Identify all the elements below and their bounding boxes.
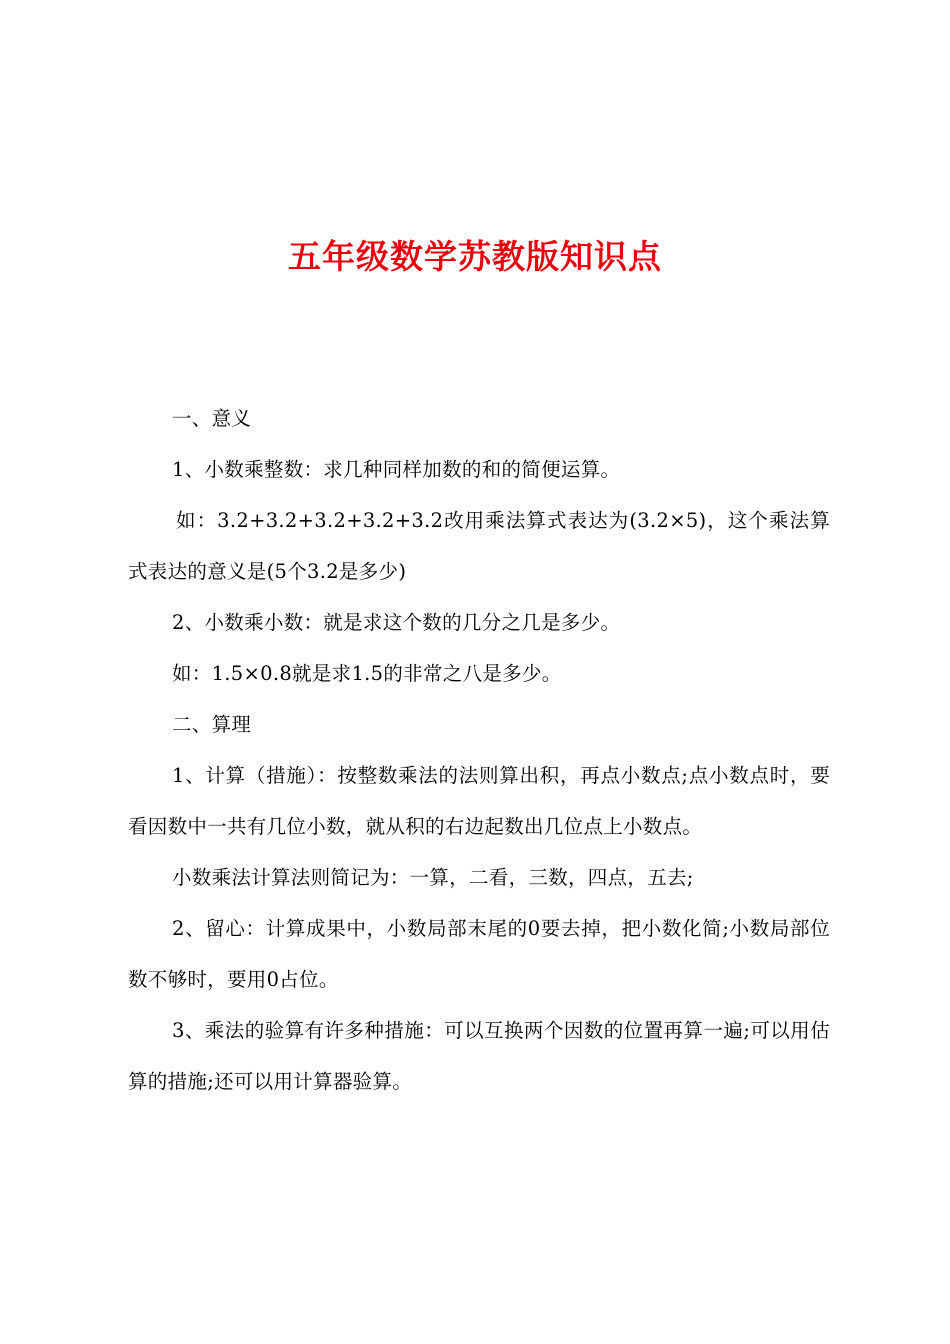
paragraph-example-1: 如：3.2+3.2+3.2+3.2+3.2改用乘法算式表达为(3.2×5)，这个乘法算式表达的意义是(5个3.2是多少) (128, 509, 830, 583)
section-heading-principle: 二、算理 (172, 713, 252, 736)
paragraph-example-2: 如：1.5×0.8就是求1.5的非常之八是多少。 (172, 662, 562, 685)
document-body (128, 393, 830, 1107)
paragraph-rule-summary: 小数乘法计算法则简记为：一算，二看，三数，四点，五去; (172, 866, 694, 889)
paragraph-decimal-times-integer: 1、小数乘整数：求几种同样加数的和的简便运算。 (172, 458, 621, 481)
document-title: 五年级数学苏教版知识点 (288, 237, 662, 277)
section-heading-meaning: 一、意义 (172, 407, 252, 430)
paragraph-verification: 3、乘法的验算有许多种措施：可以互换两个因数的位置再算一遍;可以用估算的措施;还可以用计算器验算。 (128, 1019, 830, 1093)
paragraph-decimal-times-decimal: 2、小数乘小数：就是求这个数的几分之几是多少。 (172, 611, 621, 634)
paragraph-calculation-method: 1、计算（措施）：按整数乘法的法则算出积，再点小数点;点小数点时，要看因数中一共有几位小数，就从积的右边起数出几位点上小数点。 (128, 764, 830, 838)
paragraph-attention: 2、留心：计算成果中，小数局部末尾的0要去掉，把小数化简;小数局部位数不够时，要用0占位。 (128, 917, 830, 991)
